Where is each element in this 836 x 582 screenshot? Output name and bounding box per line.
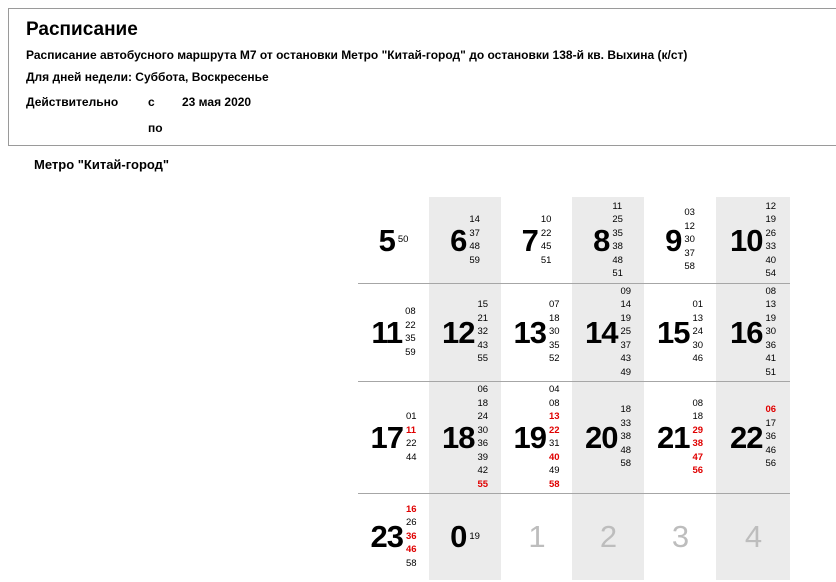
hour-cell — [572, 283, 644, 381]
hour-label: 12 — [441, 314, 475, 350]
departure-minute: 18 — [548, 312, 560, 324]
hour-cell — [429, 493, 501, 580]
minutes-list — [398, 233, 409, 247]
departure-minute: 45 — [540, 241, 552, 252]
departure-minute: 51 — [612, 268, 623, 279]
hour-label: 21 — [656, 419, 690, 455]
departure-minute: 36 — [765, 339, 777, 351]
departure-minute: 46 — [405, 544, 417, 556]
hour-cell — [358, 283, 429, 381]
page-title: Расписание — [26, 19, 138, 40]
departure-minute: 22 — [405, 438, 417, 449]
departure-minute: 39 — [477, 451, 489, 463]
minutes-list — [620, 403, 631, 471]
departure-minute: 43 — [477, 339, 489, 351]
departure-minute: 33 — [620, 417, 632, 429]
departure-minute: 30 — [684, 234, 695, 246]
minutes-list — [477, 383, 488, 491]
departure-minute: 58 — [620, 458, 632, 470]
departure-minute: 30 — [477, 424, 489, 436]
hour-label: 11 — [371, 314, 403, 350]
hour-cell — [644, 197, 716, 283]
departure-minute: 55 — [477, 353, 489, 365]
hour-label: 16 — [729, 314, 763, 350]
hour-cell — [429, 283, 501, 381]
departure-minute: 03 — [684, 207, 695, 219]
departure-minute: 22 — [405, 319, 416, 331]
hour-label: 19 — [513, 419, 546, 455]
hour-label: 0 — [450, 519, 467, 554]
departure-minute: 26 — [765, 227, 777, 239]
hour-cell — [572, 493, 644, 580]
departure-minute: 30 — [548, 326, 560, 338]
departure-minute: 22 — [548, 424, 560, 436]
departure-minute: 37 — [620, 339, 632, 351]
departure-minute: 26 — [405, 517, 417, 529]
departure-minute: 17 — [765, 417, 777, 429]
departure-minute: 11 — [405, 424, 416, 436]
minutes-list — [549, 383, 560, 491]
departure-minute: 08 — [548, 397, 560, 409]
minutes-list — [612, 200, 623, 281]
departure-minute: 30 — [765, 326, 777, 338]
departure-minute: 42 — [477, 465, 489, 476]
minutes-list — [684, 206, 695, 274]
departure-minute: 38 — [692, 438, 704, 449]
hour-cell — [644, 381, 716, 493]
hour-label: 7 — [521, 222, 538, 258]
minutes-list — [692, 397, 703, 478]
departure-minute: 44 — [405, 451, 417, 463]
departure-minute: 36 — [477, 438, 489, 449]
departure-minute: 38 — [612, 241, 623, 252]
departure-minute: 41 — [765, 353, 777, 365]
hour-cell — [358, 493, 429, 580]
departure-minute: 35 — [405, 333, 416, 344]
hour-label: 9 — [665, 222, 682, 258]
hour-label: 6 — [450, 222, 467, 258]
departure-minute: 30 — [692, 339, 704, 351]
hour-cell — [716, 493, 790, 580]
hour-cell — [429, 381, 501, 493]
valid-from-label: с — [148, 95, 155, 109]
departure-minute: 31 — [548, 438, 560, 449]
departure-minute: 55 — [477, 478, 489, 490]
departure-minute: 24 — [692, 326, 704, 338]
departure-minute: 32 — [477, 326, 489, 338]
departure-minute: 54 — [765, 268, 777, 279]
hour-label: 10 — [729, 222, 763, 258]
days-of-week: Для дней недели: Суббота, Воскресенье — [26, 70, 269, 84]
departure-minute: 13 — [548, 411, 560, 422]
hour-cell — [644, 283, 716, 381]
minutes-list — [477, 298, 488, 366]
hour-cell — [572, 197, 644, 283]
departure-minute: 25 — [620, 326, 632, 338]
departure-minute: 13 — [692, 312, 704, 324]
departure-minute: 46 — [765, 444, 777, 456]
valid-label: Действительно — [26, 95, 119, 109]
departure-minute: 16 — [405, 503, 417, 515]
departure-minute: 59 — [469, 254, 480, 266]
departure-minute: 15 — [477, 299, 489, 311]
departure-minute: 58 — [405, 557, 417, 569]
hour-cell — [716, 283, 790, 381]
hour-label: 17 — [370, 419, 403, 455]
hour-label: 20 — [584, 419, 618, 455]
departure-minute: 47 — [692, 451, 704, 463]
departure-minute: 58 — [684, 261, 695, 273]
hour-label: 18 — [441, 419, 475, 455]
stop-name: Метро "Китай-город" — [34, 157, 170, 172]
hour-cell — [501, 381, 572, 493]
hour-label: 5 — [378, 222, 395, 258]
hour-label: 8 — [593, 222, 610, 258]
departure-minute: 29 — [692, 424, 704, 436]
minutes-list — [549, 298, 560, 366]
hour-cell — [429, 197, 501, 283]
minutes-list — [406, 503, 417, 571]
hour-cell — [358, 381, 429, 493]
departure-minute: 04 — [548, 384, 560, 395]
hour-cell — [572, 381, 644, 493]
departure-minute: 38 — [620, 431, 632, 443]
departure-minute: 12 — [765, 200, 777, 212]
departure-minute: 18 — [477, 397, 489, 409]
hour-cell — [501, 197, 572, 283]
departure-minute: 19 — [469, 530, 480, 542]
departure-minute: 36 — [765, 431, 777, 443]
departure-minute: 24 — [477, 411, 489, 422]
departure-minute: 52 — [548, 353, 560, 365]
departure-minute: 01 — [692, 299, 704, 311]
route-description: Расписание автобусного маршрута М7 от остановки Метро "Китай-город" до остановки 138-й кв. Выхина (к/ст) — [26, 48, 688, 62]
departure-minute: 51 — [765, 366, 777, 378]
hour-label: 14 — [584, 314, 618, 350]
departure-minute: 48 — [612, 254, 623, 266]
departure-minute: 40 — [765, 254, 777, 266]
hour-cell — [358, 197, 429, 283]
departure-minute: 08 — [692, 397, 704, 409]
departure-minute: 25 — [612, 214, 623, 225]
minutes-list — [765, 200, 776, 281]
departure-minute: 13 — [765, 299, 777, 311]
departure-minute: 35 — [612, 227, 623, 239]
hour-cell — [644, 493, 716, 580]
minutes-list — [469, 213, 480, 267]
departure-minute: 11 — [612, 200, 623, 212]
hour-label: 23 — [370, 519, 403, 554]
departure-minute: 36 — [405, 530, 417, 542]
hour-label: 4 — [744, 519, 762, 554]
minutes-list — [541, 213, 552, 267]
departure-minute: 06 — [477, 384, 489, 395]
departure-minute: 10 — [540, 214, 552, 225]
hour-cell — [716, 197, 790, 283]
departure-minute: 06 — [765, 404, 777, 416]
minutes-list — [406, 410, 417, 464]
minutes-list — [765, 403, 776, 471]
departure-minute: 09 — [620, 285, 632, 297]
departure-minute: 12 — [684, 220, 695, 232]
departure-minute: 08 — [405, 306, 416, 317]
valid-to-label: по — [148, 121, 163, 135]
minutes-list — [405, 305, 416, 359]
hour-label: 2 — [599, 519, 617, 554]
departure-minute: 07 — [548, 299, 560, 311]
departure-minute: 14 — [620, 299, 632, 311]
hour-label: 3 — [671, 519, 689, 554]
departure-minute: 01 — [405, 411, 417, 422]
departure-minute: 56 — [692, 465, 704, 476]
departure-minute: 51 — [540, 254, 552, 266]
departure-minute: 48 — [620, 444, 632, 456]
departure-minute: 35 — [548, 339, 560, 351]
departure-minute: 22 — [540, 227, 552, 239]
departure-minute: 19 — [765, 312, 777, 324]
hour-label: 13 — [513, 314, 546, 350]
hour-label: 22 — [729, 419, 763, 455]
departure-minute: 49 — [620, 366, 632, 378]
departure-minute: 56 — [765, 458, 777, 470]
departure-minute: 08 — [765, 285, 777, 297]
departure-minute: 19 — [620, 312, 632, 324]
departure-minute: 50 — [397, 234, 409, 246]
departure-minute: 19 — [765, 214, 777, 225]
hour-cell — [501, 493, 572, 580]
minutes-list — [620, 285, 631, 380]
departure-minute: 40 — [548, 451, 560, 463]
departure-minute: 43 — [620, 353, 632, 365]
departure-minute: 18 — [620, 404, 632, 416]
departure-minute: 59 — [405, 346, 416, 358]
departure-minute: 37 — [469, 227, 480, 239]
departure-minute: 18 — [692, 411, 704, 422]
departure-minute: 33 — [765, 241, 777, 252]
hour-cell — [501, 283, 572, 381]
hour-label: 15 — [656, 314, 690, 350]
departure-minute: 21 — [477, 312, 489, 324]
departure-minute: 58 — [548, 478, 560, 490]
departure-minute: 49 — [548, 465, 560, 476]
minutes-list — [765, 285, 776, 380]
departure-minute: 46 — [692, 353, 704, 365]
minutes-list — [692, 298, 703, 366]
hour-cell — [716, 381, 790, 493]
valid-from-date: 23 мая 2020 — [182, 95, 252, 109]
minutes-list — [469, 530, 480, 544]
departure-minute: 48 — [469, 241, 480, 252]
departure-minute: 37 — [684, 247, 695, 259]
hour-label: 1 — [528, 519, 545, 554]
departure-minute: 14 — [469, 214, 480, 225]
